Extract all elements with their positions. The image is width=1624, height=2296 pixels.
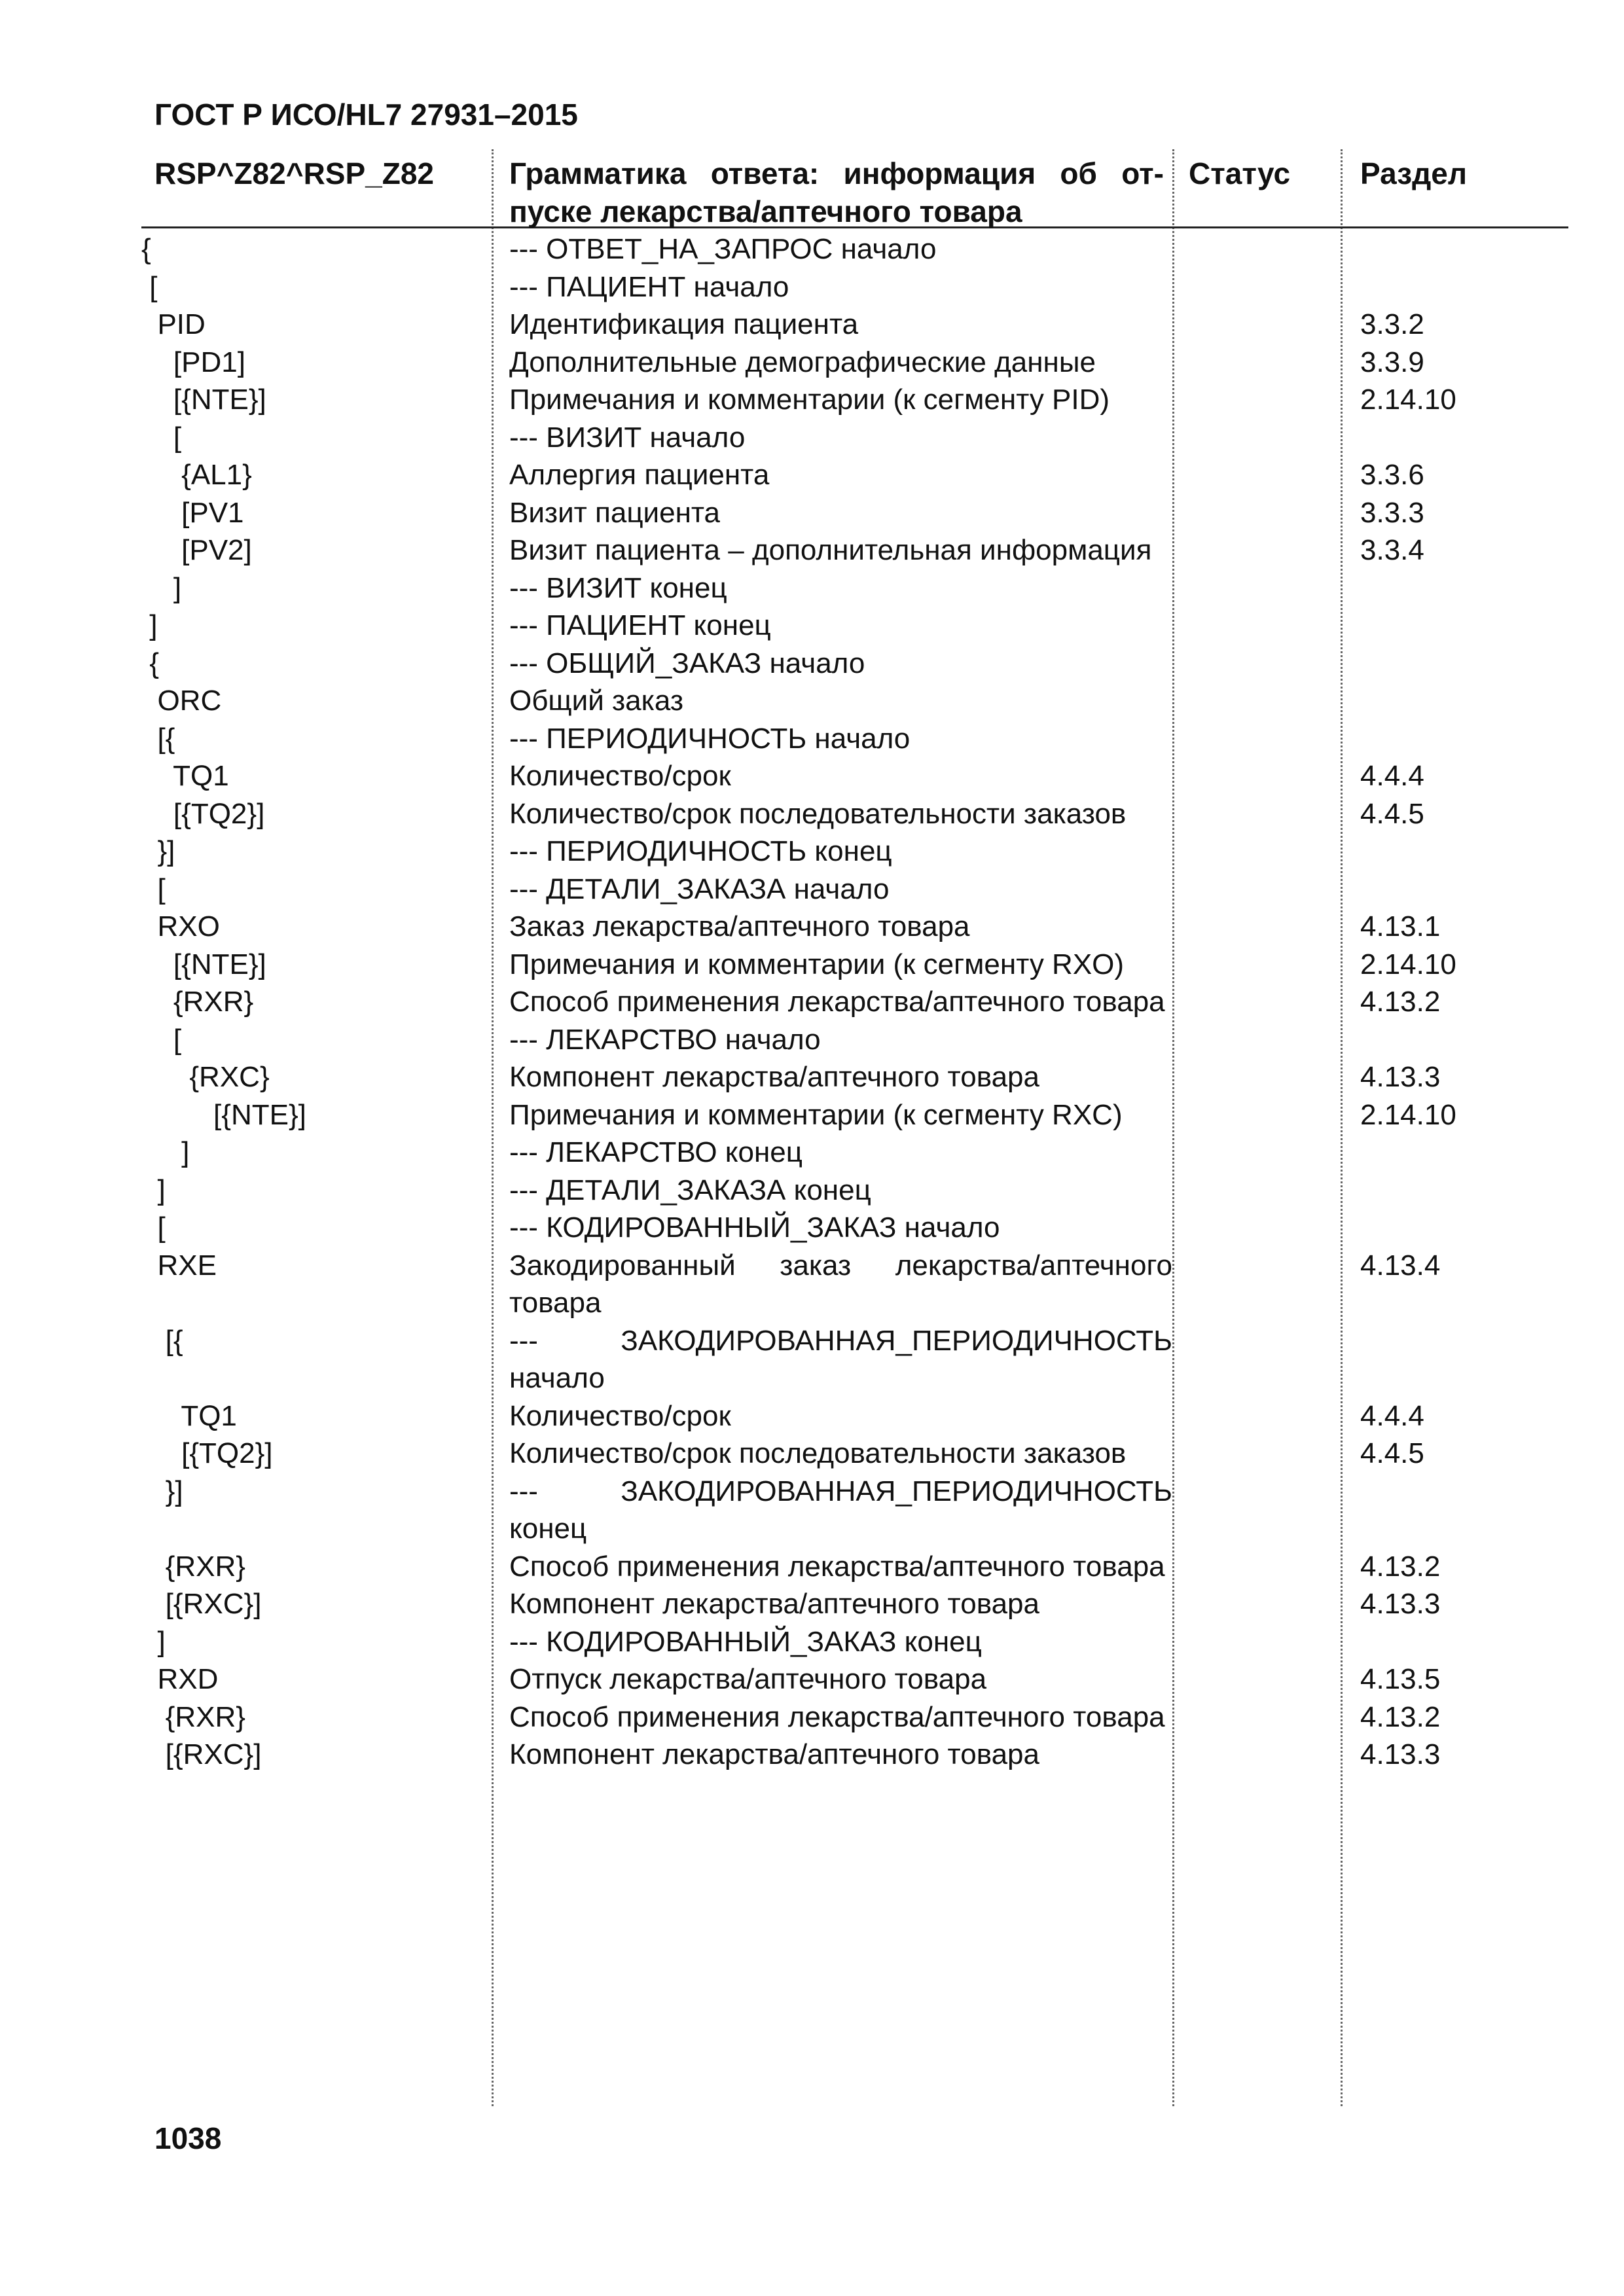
status-cell [1172, 1322, 1341, 1397]
section-cell [1341, 569, 1557, 607]
status-cell [1172, 1172, 1341, 1210]
section-cell: 4.4.5 [1360, 797, 1424, 830]
table-row [141, 682, 1568, 720]
description-cell: Количество/срок [509, 760, 731, 792]
description-cell: --- ОБЩИЙ_ЗАКАЗ начало [509, 647, 865, 679]
table-row [141, 1660, 1568, 1698]
table-row [141, 1397, 1568, 1435]
status-cell [1172, 946, 1341, 984]
status-cell [1172, 870, 1341, 908]
table-row [141, 833, 1568, 870]
section-cell: 4.13.3 [1360, 1738, 1441, 1770]
status-cell [1172, 381, 1341, 419]
table-row [141, 1209, 1568, 1247]
table-row [141, 1736, 1568, 1774]
segment-cell: [{ [141, 722, 175, 755]
description-cell: --- ПАЦИЕНТ начало [509, 270, 789, 303]
status-cell [1172, 795, 1341, 833]
table-row [141, 1623, 1568, 1661]
status-cell [1172, 908, 1341, 946]
table-row [141, 1435, 1568, 1473]
status-cell [1172, 1548, 1341, 1586]
page-number: 1038 [154, 2121, 222, 2155]
table-row [141, 720, 1568, 758]
table-row [141, 645, 1568, 683]
section-cell: 2.14.10 [1360, 384, 1456, 416]
header-message-type: RSP^Z82^RSP_Z82 [154, 156, 435, 190]
header-section: Раздел [1360, 156, 1468, 190]
segment-cell: [PV2] [141, 534, 252, 566]
description-cell: Примечания и комментарии (к сегменту PID) [509, 384, 1110, 416]
section-cell: 3.3.3 [1360, 496, 1424, 529]
description-cell: --- ЗАКОДИРОВАННАЯ_ПЕРИОДИЧНОСТЬ начало [509, 1324, 1172, 1394]
status-cell [1172, 306, 1341, 344]
section-cell [1341, 682, 1557, 720]
table-row [141, 607, 1568, 645]
segment-cell: [{TQ2}] [141, 797, 265, 830]
description-cell: Аллергия пациента [509, 459, 770, 491]
section-cell: 3.3.6 [1360, 459, 1424, 491]
status-cell [1172, 1247, 1341, 1322]
table-row [141, 946, 1568, 984]
segment-cell: }] [141, 835, 175, 867]
segment-cell: [ [141, 872, 166, 905]
status-cell [1172, 230, 1341, 268]
segment-cell: [{TQ2}] [141, 1437, 273, 1469]
description-cell: Визит пациента – дополнительная информация [509, 534, 1152, 566]
status-cell [1172, 607, 1341, 645]
segment-cell: [{ [141, 1324, 183, 1357]
description-cell: Способ применения лекарства/аптечного товара [509, 1550, 1165, 1583]
segment-cell: [{NTE}] [141, 1098, 306, 1131]
status-cell [1172, 682, 1341, 720]
section-cell: 4.4.5 [1360, 1437, 1424, 1469]
status-cell [1172, 1473, 1341, 1548]
segment-cell: {AL1} [141, 459, 252, 491]
status-cell [1172, 983, 1341, 1021]
description-cell: --- ЛЕКАРСТВО начало [509, 1023, 821, 1056]
status-cell [1172, 531, 1341, 569]
description-cell: --- ЛЕКАРСТВО конец [509, 1136, 803, 1168]
section-cell: 2.14.10 [1360, 948, 1456, 980]
description-cell: Отпуск лекарства/аптечного товара [509, 1663, 987, 1695]
segment-cell: {RXR} [141, 1700, 245, 1733]
segment-cell: { [141, 647, 159, 679]
segment-cell: TQ1 [141, 760, 229, 792]
table-row [141, 870, 1568, 908]
section-cell: 3.3.4 [1360, 534, 1424, 566]
table-row [141, 1058, 1568, 1096]
description-cell: Компонент лекарства/аптечного товара [509, 1061, 1039, 1093]
status-cell [1172, 1623, 1341, 1661]
status-cell [1172, 1585, 1341, 1623]
header-grammar: Грамматика ответа: информация об от-пуске лекарства/аптечного товара [509, 156, 1164, 228]
segment-cell: [{NTE}] [141, 948, 266, 980]
description-cell: --- ДЕТАЛИ_ЗАКАЗА конец [509, 1174, 871, 1206]
status-cell [1172, 268, 1341, 306]
description-cell: Количество/срок [509, 1399, 731, 1432]
status-cell [1172, 720, 1341, 758]
description-cell: --- ВИЗИТ конец [509, 571, 727, 604]
section-cell [1341, 720, 1557, 758]
section-cell: 4.13.2 [1360, 1550, 1441, 1583]
table-row [141, 908, 1568, 946]
section-cell: 4.13.1 [1360, 910, 1441, 942]
table-row [141, 306, 1568, 344]
segment-cell: TQ1 [141, 1399, 237, 1432]
description-cell: --- ПЕРИОДИЧНОСТЬ начало [509, 722, 911, 755]
description-cell: --- ДЕТАЛИ_ЗАКАЗА начало [509, 872, 890, 905]
segment-cell: ] [141, 1136, 190, 1168]
status-cell [1172, 757, 1341, 795]
description-cell: --- ПАЦИЕНТ конец [509, 609, 771, 641]
table-row [141, 1172, 1568, 1210]
section-cell [1341, 1134, 1557, 1172]
description-cell: Компонент лекарства/аптечного товара [509, 1588, 1039, 1620]
segment-cell: {RXR} [141, 1550, 245, 1583]
table-row [141, 1021, 1568, 1059]
segment-cell: [{RXC}] [141, 1588, 262, 1620]
table-row [141, 569, 1568, 607]
description-cell: Способ применения лекарства/аптечного товара [509, 1700, 1165, 1733]
table-row [141, 419, 1568, 457]
segment-cell: RXE [141, 1249, 217, 1282]
table-row [141, 757, 1568, 795]
table-row [141, 1585, 1568, 1623]
section-cell: 4.13.4 [1360, 1249, 1441, 1282]
section-cell: 2.14.10 [1360, 1098, 1456, 1131]
segment-cell: RXD [141, 1663, 219, 1695]
section-cell: 3.3.2 [1360, 308, 1424, 340]
description-cell: Примечания и комментарии (к сегменту RXO) [509, 948, 1125, 980]
status-cell [1172, 419, 1341, 457]
segment-cell: [ [141, 421, 182, 454]
segment-cell: ] [141, 1625, 166, 1658]
table-row [141, 1247, 1568, 1322]
segment-cell: [{RXC}] [141, 1738, 262, 1770]
status-cell [1172, 1021, 1341, 1059]
status-cell [1172, 1209, 1341, 1247]
segment-cell: [PV1 [141, 496, 244, 529]
section-cell [1341, 1473, 1557, 1548]
status-cell [1172, 494, 1341, 532]
description-cell: --- КОДИРОВАННЫЙ_ЗАКАЗ конец [509, 1625, 982, 1658]
section-cell: 4.4.4 [1360, 760, 1424, 792]
section-cell [1341, 1021, 1557, 1059]
segment-cell: PID [141, 308, 206, 340]
table-row [141, 1473, 1568, 1548]
description-cell: Способ применения лекарства/аптечного товара [509, 986, 1165, 1018]
section-cell: 4.13.5 [1360, 1663, 1441, 1695]
description-cell: Дополнительные демографические данные [509, 346, 1096, 378]
status-cell [1172, 1435, 1341, 1473]
description-cell: Закодированный заказ лекарства/аптечного товара [509, 1249, 1172, 1319]
status-cell [1172, 1058, 1341, 1096]
segment-cell: ORC [141, 685, 222, 717]
document-header: ГОСТ Р ИСО/HL7 27931–2015 [154, 98, 578, 132]
section-cell [1341, 230, 1557, 268]
section-cell [1341, 1172, 1557, 1210]
status-cell [1172, 569, 1341, 607]
status-cell [1172, 1660, 1341, 1698]
section-cell [1341, 645, 1557, 683]
segment-cell: }] [141, 1475, 183, 1507]
header-status: Статус [1189, 156, 1291, 190]
segment-cell: RXO [141, 910, 220, 942]
table-row [141, 983, 1568, 1021]
section-cell [1341, 1322, 1557, 1397]
segment-cell: [ [141, 270, 158, 303]
description-cell: --- КОДИРОВАННЫЙ_ЗАКАЗ начало [509, 1211, 1000, 1244]
description-cell: Компонент лекарства/аптечного товара [509, 1738, 1039, 1770]
section-cell [1341, 870, 1557, 908]
table-row [141, 1096, 1568, 1134]
section-cell: 3.3.9 [1360, 346, 1424, 378]
section-cell: 4.13.2 [1360, 1700, 1441, 1733]
table-row [141, 1134, 1568, 1172]
description-cell: Идентификация пациента [509, 308, 859, 340]
description-cell: Количество/срок последовательности заказов [509, 1437, 1127, 1469]
section-cell [1341, 268, 1557, 306]
segment-cell: [ [141, 1211, 166, 1244]
status-cell [1172, 645, 1341, 683]
section-cell [1341, 419, 1557, 457]
section-cell [1341, 1623, 1557, 1661]
status-cell [1172, 833, 1341, 870]
segment-cell: {RXR} [141, 986, 254, 1018]
segment-cell: [PD1] [141, 346, 245, 378]
grammar-table [141, 149, 1568, 2113]
section-cell: 4.4.4 [1360, 1399, 1424, 1432]
description-cell: Примечания и комментарии (к сегменту RXC) [509, 1098, 1123, 1131]
table-row [141, 344, 1568, 382]
segment-cell: { [141, 233, 151, 265]
table-row [141, 1548, 1568, 1586]
segment-cell: [{NTE}] [141, 384, 266, 416]
description-cell: Количество/срок последовательности заказов [509, 797, 1127, 830]
status-cell [1172, 1096, 1341, 1134]
table-row [141, 230, 1568, 268]
status-cell [1172, 1134, 1341, 1172]
description-cell: --- ВИЗИТ начало [509, 421, 746, 454]
table-row [141, 268, 1568, 306]
description-cell: Заказ лекарства/аптечного товара [509, 910, 970, 942]
description-cell: --- ПЕРИОДИЧНОСТЬ конец [509, 835, 892, 867]
status-cell [1172, 1397, 1341, 1435]
table-row [141, 531, 1568, 569]
section-cell [1341, 1209, 1557, 1247]
section-cell [1341, 607, 1557, 645]
description-cell: --- ЗАКОДИРОВАННАЯ_ПЕРИОДИЧНОСТЬ конец [509, 1475, 1172, 1545]
description-cell: Общий заказ [509, 685, 684, 717]
section-cell: 4.13.3 [1360, 1588, 1441, 1620]
segment-cell: ] [141, 609, 158, 641]
segment-cell: ] [141, 571, 182, 604]
status-cell [1172, 1698, 1341, 1736]
table-row [141, 381, 1568, 419]
segment-cell: ] [141, 1174, 166, 1206]
table-row [141, 456, 1568, 494]
section-cell: 4.13.2 [1360, 986, 1441, 1018]
status-cell [1172, 344, 1341, 382]
table-row [141, 1322, 1568, 1397]
section-cell [1341, 833, 1557, 870]
status-cell [1172, 1736, 1341, 1774]
table-row [141, 795, 1568, 833]
table-body [141, 230, 1568, 1774]
segment-cell: {RXC} [141, 1061, 270, 1093]
section-cell: 4.13.3 [1360, 1061, 1441, 1093]
description-cell: --- ОТВЕТ_НА_ЗАПРОС начало [509, 233, 937, 265]
status-cell [1172, 456, 1341, 494]
description-cell: Визит пациента [509, 496, 721, 529]
table-row [141, 494, 1568, 532]
table-row [141, 1698, 1568, 1736]
segment-cell: [ [141, 1023, 182, 1056]
